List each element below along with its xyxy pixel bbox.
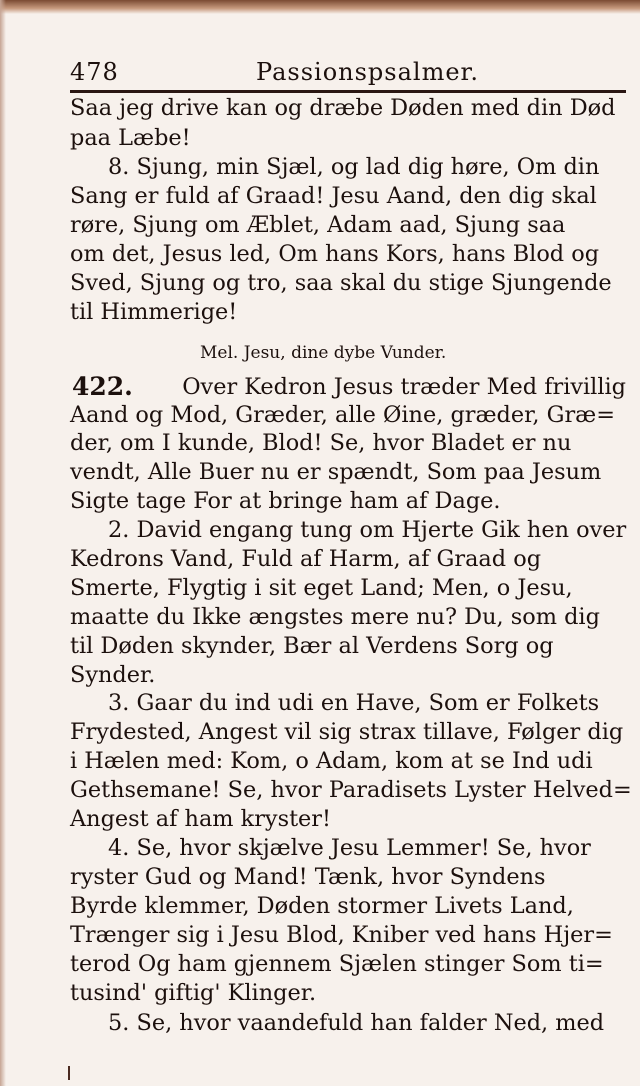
page-top-edge: [0, 0, 640, 14]
text-line: ryster Gud og Mand! Tænk, hvor Syndens: [70, 864, 546, 890]
verse-5-start: 5. Se, hvor vaandefuld han falder Ned, med: [108, 1010, 605, 1036]
text-line: Trænger sig i Jesu Blod, Kniber ved hans Hjer=: [70, 922, 613, 948]
verse-4-start: 4. Se, hvor skjælve Jesu Lemmer! Se, hvor: [108, 835, 591, 861]
text-line: til Døden skynder, Bær al Verdens Sorg og: [70, 633, 554, 659]
verse-8-start: 8. Sjung, min Sjæl, og lad dig høre, Om din: [108, 154, 600, 180]
text-line: Sved, Sjung og tro, saa skal du stige Sjungende: [70, 270, 612, 296]
text-line: Smerte, Flygtig i sit eget Land; Men, o Jesu,: [70, 575, 573, 601]
verse-3-start: 3. Gaar du ind udi en Have, Som er Folkets: [108, 690, 600, 716]
hymn-first-line-text: Over Kedron Jesus træder Med frivillig: [182, 374, 626, 400]
text-line: Saa jeg drive kan og dræbe Døden med din Død: [70, 95, 616, 121]
text-line: maatte du Ikke ængstes mere nu? Du, som dig: [70, 604, 600, 630]
text-line: om det, Jesus led, Om hans Kors, hans Blod og: [70, 241, 600, 267]
page-speck: [68, 1066, 70, 1080]
text-line: paa Læbe!: [70, 125, 191, 151]
running-title: Passionspsalmer.: [256, 58, 479, 86]
verse-2-start: 2. David engang tung om Hjerte Gik hen over: [108, 517, 627, 543]
text-line: Aand og Mod, Græder, alle Øine, græder, Græ=: [70, 402, 615, 428]
text-line: til Himmerige!: [70, 299, 238, 325]
hymn-first-line: [72, 372, 626, 402]
text-line: i Hælen med: Kom, o Adam, kom at se Ind udi: [70, 748, 593, 774]
text-line: terod Og ham gjennem Sjælen stinger Som ti=: [70, 951, 604, 977]
text-line: Gethsemane! Se, hvor Paradisets Lyster Helved=: [70, 777, 632, 803]
text-line: vendt, Alle Buer nu er spændt, Som paa Jesum: [70, 459, 602, 485]
text-line: Angest af ham kryster!: [70, 806, 332, 832]
text-line: Sigte tage For at bringe ham af Dage.: [70, 488, 501, 514]
hymn-number: 422.: [72, 372, 133, 401]
text-line: røre, Sjung om Æblet, Adam aad, Sjung saa: [70, 212, 566, 238]
melody-heading: Mel. Jesu, dine dybe Vunder.: [200, 343, 447, 363]
text-line: Kedrons Vand, Fuld af Harm, af Graad og: [70, 546, 542, 572]
text-line: Frydested, Angest vil sig strax tillave, Følger dig: [70, 719, 624, 745]
page-number: 478: [70, 58, 119, 86]
text-line: Byrde klemmer, Døden stormer Livets Land,: [70, 893, 574, 919]
text-line: Sang er fuld af Graad! Jesu Aand, den dig skal: [70, 183, 597, 209]
text-line: Synder.: [70, 662, 156, 688]
page-left-edge: [0, 0, 6, 1086]
text-line: der, om I kunde, Blod! Se, hvor Bladet er nu: [70, 430, 572, 456]
text-line: tusind' giftig' Klinger.: [70, 980, 317, 1006]
page-header: [70, 56, 626, 90]
